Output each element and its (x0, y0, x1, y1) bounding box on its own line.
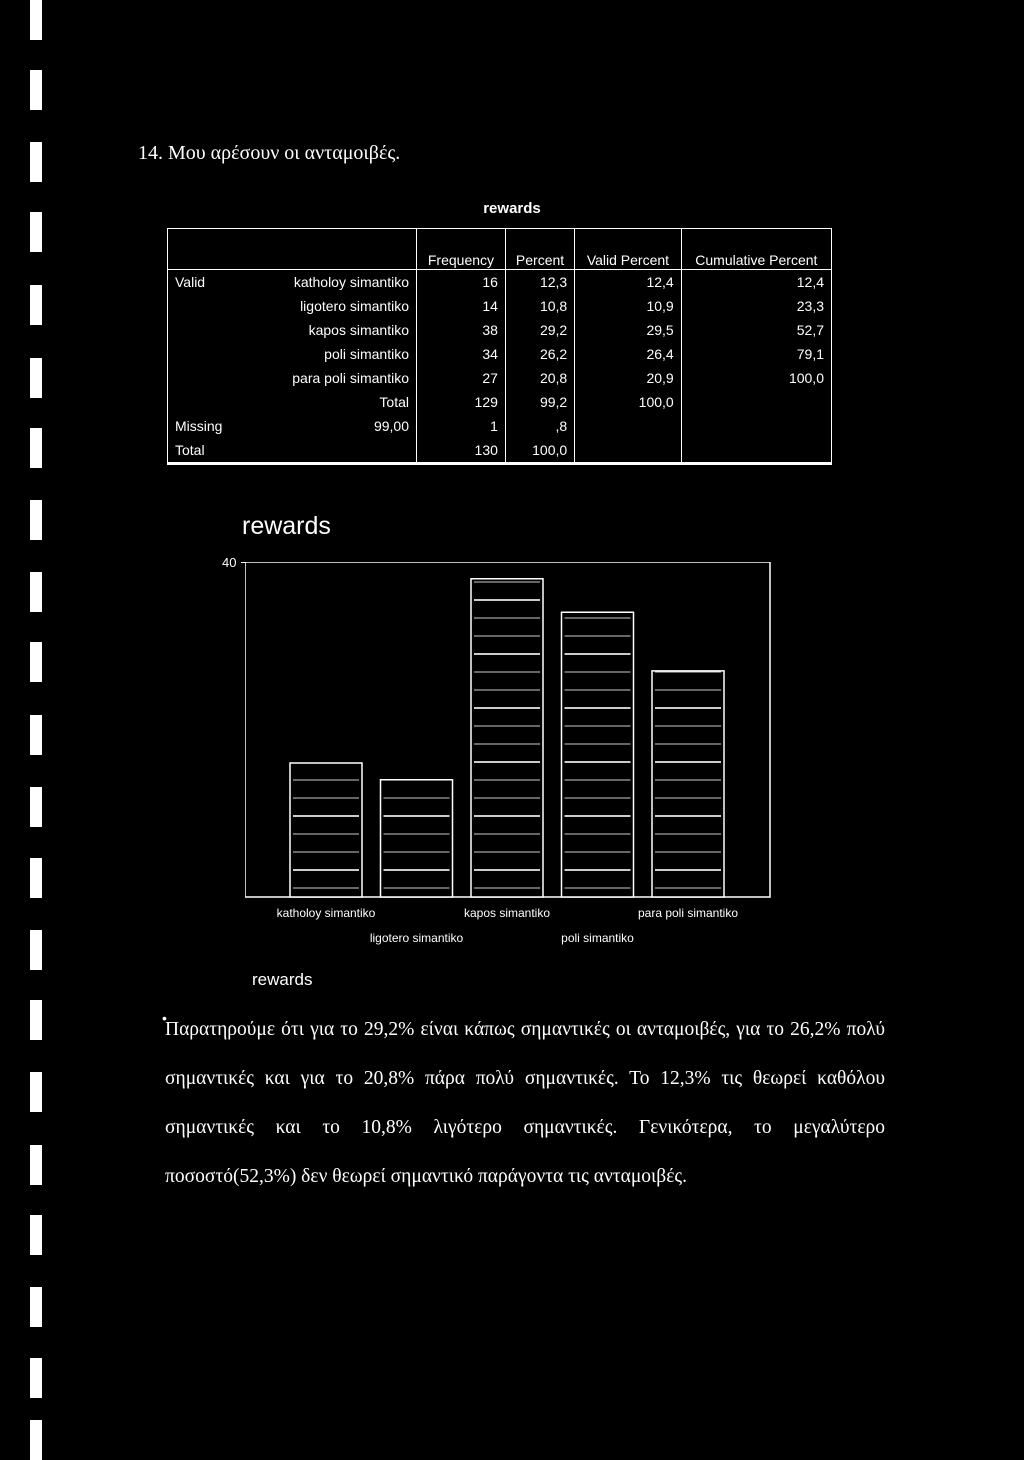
cell-frequency: 34 (417, 342, 506, 366)
row-label: kapos simantiko (308, 322, 409, 338)
cell-cumulative: 12,4 (681, 270, 831, 295)
table-row (168, 342, 832, 366)
row-label: Total (379, 394, 409, 410)
header-frequency: Frequency (417, 229, 506, 270)
cell-cumulative: 23,3 (681, 294, 831, 318)
row-group (168, 294, 253, 318)
bar-ligotero-simantiko (381, 780, 453, 897)
row-group: Valid (168, 270, 253, 295)
table-row (168, 438, 832, 464)
cell-valid-percent: 29,5 (575, 318, 682, 342)
chart-title: rewards (242, 512, 331, 540)
cell-percent: 100,0 (505, 438, 574, 464)
x-tick-label: poli simantiko (561, 931, 634, 945)
bullet: • (162, 1010, 167, 1026)
row-group (168, 390, 253, 414)
cell-cumulative (681, 390, 831, 414)
row-label: 99,00 (373, 418, 409, 434)
cell-valid-percent: 12,4 (575, 270, 682, 295)
row-label: poli simantiko (324, 346, 409, 362)
header-percent: Percent (505, 229, 574, 270)
row-group (168, 318, 253, 342)
cell-percent: 20,8 (505, 366, 574, 390)
binding-edge-marks (0, 0, 40, 1459)
x-tick-label: para poli simantiko (637, 906, 739, 920)
row-group (168, 366, 253, 390)
row-group (168, 342, 253, 366)
table-title: rewards (483, 200, 541, 217)
cell-frequency: 14 (417, 294, 506, 318)
bar-kapos-simantiko (471, 579, 543, 897)
cell-cumulative (681, 438, 831, 464)
cell-frequency: 130 (417, 438, 506, 464)
cell-percent: 10,8 (505, 294, 574, 318)
header-valid-percent: Valid Percent (575, 229, 682, 270)
cell-valid-percent: 100,0 (575, 390, 682, 414)
cell-frequency: 16 (417, 270, 506, 295)
cell-cumulative (681, 414, 831, 438)
frequency-table (167, 228, 832, 465)
bar-chart (245, 562, 775, 952)
table-row (168, 270, 832, 295)
table-row (168, 366, 832, 390)
table-row (168, 318, 832, 342)
table-row (168, 414, 832, 438)
row-group: Total (168, 438, 253, 464)
header-cumulative-percent: Cumulative Percent (681, 229, 831, 270)
cell-percent: 26,2 (505, 342, 574, 366)
cell-percent: ,8 (505, 414, 574, 438)
cell-cumulative: 79,1 (681, 342, 831, 366)
x-tick-label: kapos simantiko (463, 906, 551, 920)
cell-frequency: 129 (417, 390, 506, 414)
row-label: para poli simantiko (292, 370, 409, 386)
y-axis-tick-label: 40 (222, 555, 237, 570)
cell-valid-percent (575, 414, 682, 438)
question-heading: 14. Μου αρέσουν οι ανταμοιβές. (138, 142, 401, 164)
cell-valid-percent: 10,9 (575, 294, 682, 318)
cell-frequency: 27 (417, 366, 506, 390)
row-label (252, 438, 417, 464)
row-group: Missing (168, 414, 253, 438)
cell-valid-percent (575, 438, 682, 464)
cell-valid-percent: 20,9 (575, 366, 682, 390)
cell-frequency: 38 (417, 318, 506, 342)
table-row (168, 390, 832, 414)
bar-para-poli-simantiko (652, 671, 724, 897)
cell-cumulative: 52,7 (681, 318, 831, 342)
x-tick-label: ligotero simantiko (369, 931, 464, 945)
conclusion-paragraph: Παρατηρούμε ότι για το 29,2% είναι κάπως σημαντικές οι ανταμοιβές, για το 26,2% πολύ σημαντικές και για το 20,8% πάρα πολύ σημαντικές. Το 12,3% τις θεωρεί καθόλου σημαντικές και το 10,8% λιγότερο σημαντικές. Γενικότερα, το μεγαλύτερο ποσοστό(52,3%) δεν θεωρεί σημαντικό παράγοντα τις ανταμοιβές. (165, 1019, 885, 1187)
table-row (168, 294, 832, 318)
x-axis-title: rewards (252, 970, 313, 989)
cell-percent: 12,3 (505, 270, 574, 295)
x-tick-label: katholoy simantiko (276, 906, 376, 920)
cell-percent: 29,2 (505, 318, 574, 342)
cell-valid-percent: 26,4 (575, 342, 682, 366)
cell-frequency: 1 (417, 414, 506, 438)
cell-cumulative: 100,0 (681, 366, 831, 390)
row-label: katholoy simantiko (252, 270, 417, 295)
row-label: ligotero simantiko (300, 298, 409, 314)
bar-katholoy-simantiko (290, 763, 362, 897)
cell-percent: 99,2 (505, 390, 574, 414)
